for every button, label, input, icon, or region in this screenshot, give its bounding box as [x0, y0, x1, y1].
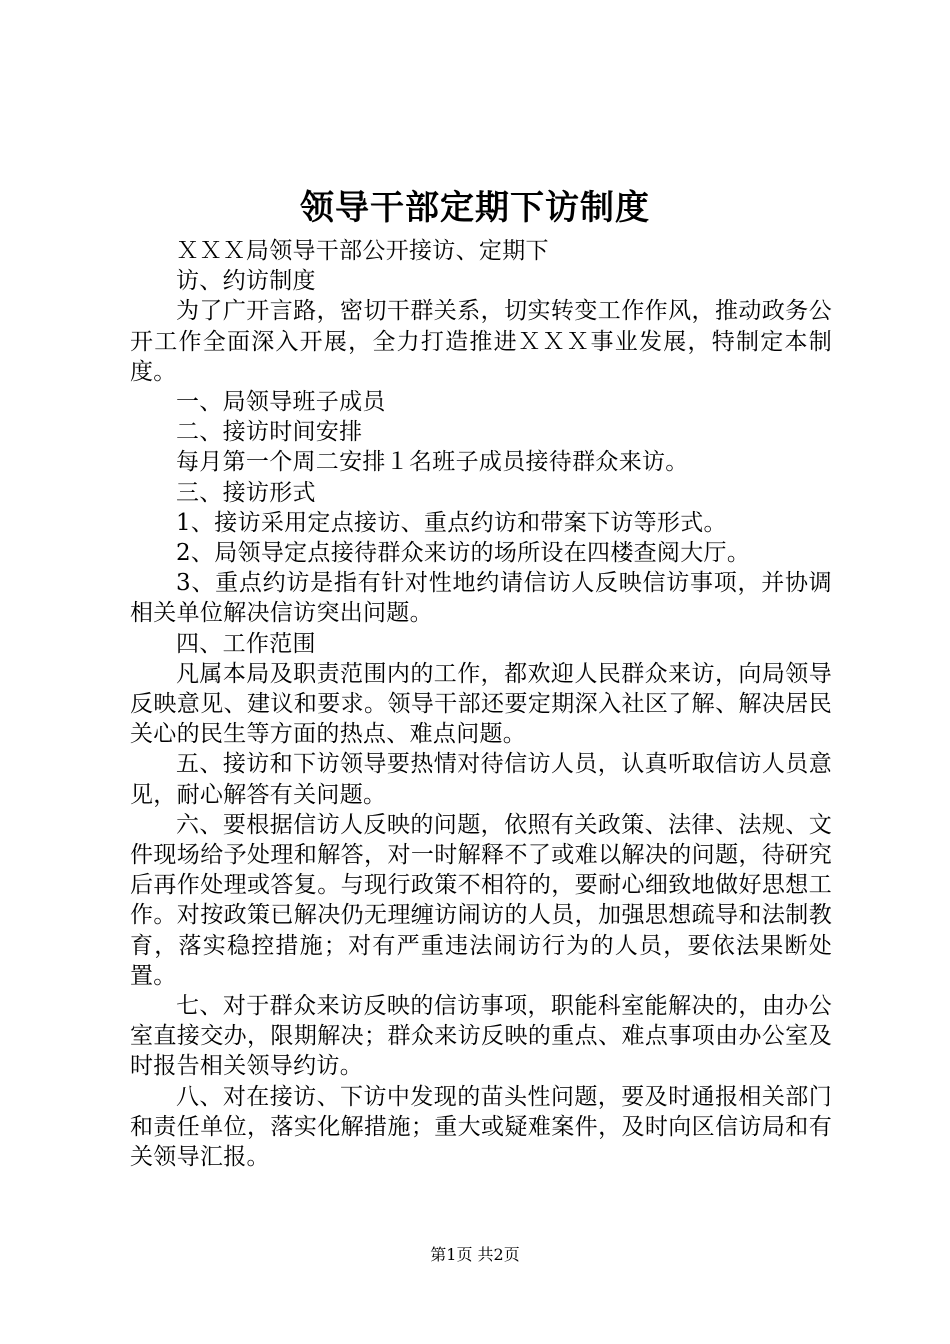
paragraph-item-3: 3、重点约访是指有针对性地约请信访人反映信访事项，并协调相关单位解决信访突出问题。: [130, 570, 832, 627]
document-title: 领导干部定期下访制度: [300, 188, 650, 228]
document-body: [130, 236, 832, 1172]
section-7: 七、对于群众来访反映的信访事项，职能科室能解决的，由办公室直接交办，限期解决；群众来访反映的重点、难点事项由办公室及时报告相关领导约访。: [130, 993, 832, 1080]
paragraph-heading-line-2: 访、约访制度: [176, 268, 316, 295]
section-8: 八、对在接访、下访中发现的苗头性问题，要及时通报相关部门和责任单位，落实化解措施；重大或疑难案件，及时向区信访局和有关领导汇报。: [130, 1083, 832, 1171]
paragraph-item-2: 2、局领导定点接待群众来访的场所设在四楼查阅大厅。: [176, 540, 751, 567]
paragraph-scope: 凡属本局及职责范围内的工作，都欢迎人民群众来访，向局领导反映意见、建议和要求。领导干部还要定期深入社区了解、解决居民关心的民生等方面的热点、难点问题。: [130, 660, 832, 748]
paragraph-schedule: 每月第一个周二安排１名班子成员接待群众来访。: [176, 449, 689, 476]
paragraph-item-1: 1、接访采用定点接访、重点约访和带案下访等形式。: [176, 509, 727, 536]
paragraph-intro: 为了广开言路，密切干群关系，切实转变工作作风，推动政务公开工作全面深入开展，全力打造推进ＸＸＸ事业发展，特制定本制度。: [130, 298, 832, 385]
section-heading-3: 三、接访形式: [176, 479, 316, 506]
section-5: 五、接访和下访领导要热情对待信访人员，认真听取信访人员意见，耐心解答有关问题。: [130, 751, 832, 808]
section-heading-2: 二、接访时间安排: [176, 419, 363, 446]
page-footer: 第1页 共2页: [430, 1245, 520, 1264]
section-heading-4: 四、工作范围: [176, 630, 316, 657]
section-heading-1: 一、局领导班子成员: [176, 389, 386, 416]
section-6: 六、要根据信访人反映的问题，依照有关政策、法律、法规、文件现场给予处理和解答，对一时解释不了或难以解决的问题，待研究后再作处理或答复。与现行政策不相符的，要耐心细致地做好思想工作。对按政策已解决仍无理缠访闹访的人员，加强思想疏导和法制教育，落实稳控措施；对有严重违法闹访行为的人员，要依法果断处置。: [130, 811, 832, 989]
paragraph-heading-line-1: ＸＸＸ局领导干部公开接访、定期下: [176, 238, 549, 264]
